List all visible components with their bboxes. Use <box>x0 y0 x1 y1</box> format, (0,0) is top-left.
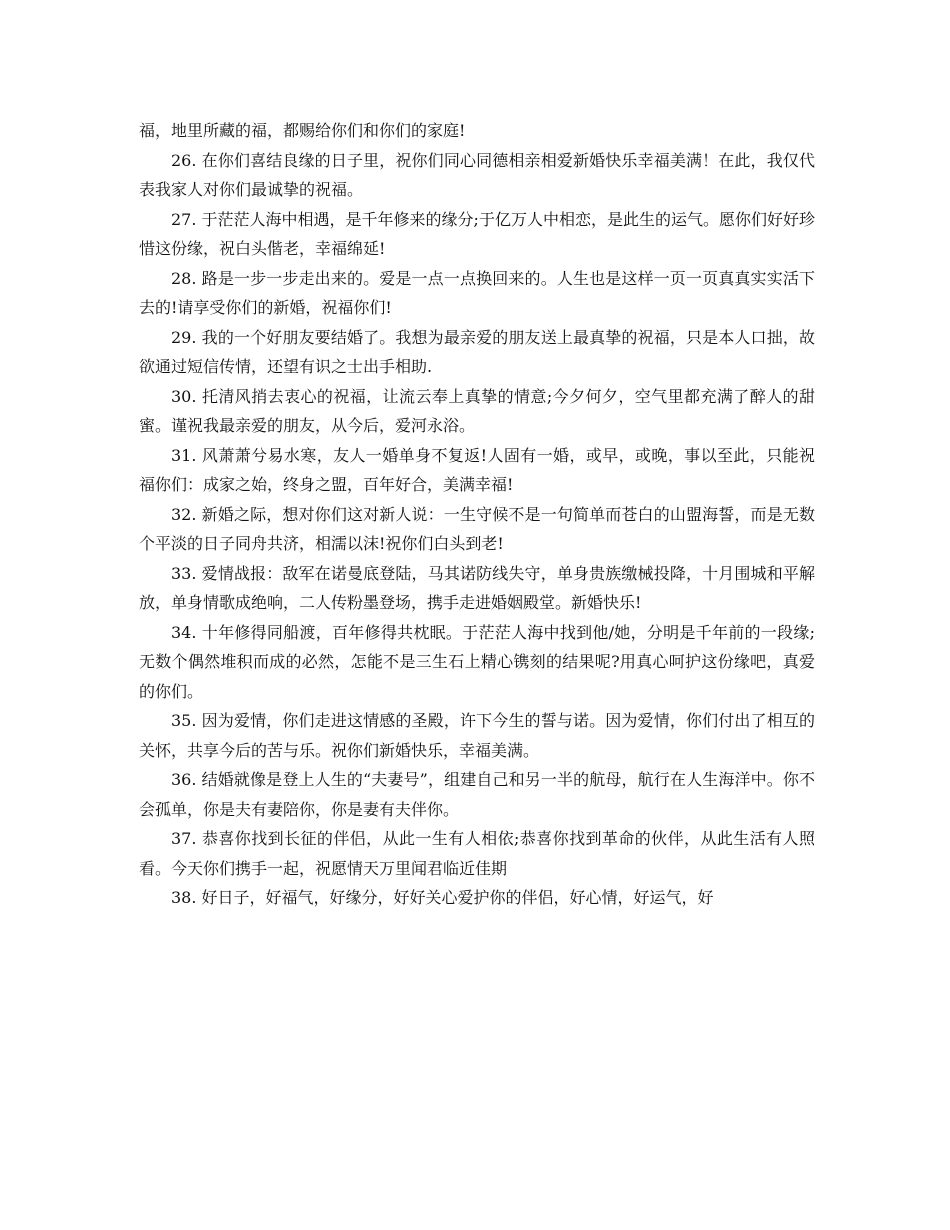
paragraph-36: 36. 结婚就像是登上人生的“夫妻号”，组建自己和另一半的航母，航行在人生海洋中。你不会孤单，你是夫有妻陪你，你是妻有夫伴你。 <box>139 770 815 819</box>
paragraph-35: 35. 因为爱情，你们走进这情感的圣殿，许下今生的誓与诺。因为爱情，你们付出了相互的关怀，共享今后的苦与乐。祝你们新婚快乐，幸福美满。 <box>139 711 815 760</box>
paragraph-28: 28. 路是一步一步走出来的。爱是一点一点换回来的。人生也是这样一页一页真真实实活下去的!请享受你们的新婚，祝福你们! <box>139 268 815 317</box>
paragraph-32: 32. 新婚之际，想对你们这对新人说：一生守候不是一句简单而苍白的山盟海誓，而是无数个平淡的日子同舟共济，相濡以沫!祝你们白头到老! <box>139 504 815 553</box>
paragraph-continuation: 福，地里所藏的福，都赐给你们和你们的家庭! <box>139 121 466 140</box>
paragraph-31: 31. 风萧萧兮易水寒，友人一婚单身不复返!人固有一婚，或早，或晚，事以至此，只能祝福你们：成家之始，终身之盟，百年好合，美满幸福! <box>139 445 815 494</box>
paragraph-38: 38. 好日子，好福气，好缘分，好好关心爱护你的伴侣，好心情，好运气，好 <box>171 888 714 907</box>
paragraph-26: 26. 在你们喜结良缘的日子里，祝你们同心同德相亲相爱新婚快乐幸福美满！在此，我仅代表我家人对你们最诚挚的祝福。 <box>139 150 815 199</box>
paragraph-37: 37. 恭喜你找到长征的伴侣，从此一生有人相依;恭喜你找到革命的伙伴，从此生活有人照看。今天你们携手一起，祝愿情天万里闻君临近佳期 <box>139 829 815 878</box>
paragraph-33: 33. 爱情战报：敌军在诺曼底登陆，马其诺防线失守，单身贵族缴械投降，十月围城和平解放，单身情歌成绝响，二人传粉墨登场，携手走进婚姻殿堂。新婚快乐! <box>139 563 815 612</box>
paragraph-30: 30. 托清风捎去衷心的祝福，让流云奉上真挚的情意;今夕何夕，空气里都充满了醉人的甜蜜。谨祝我最亲爱的朋友，从今后，爱河永浴。 <box>139 386 815 435</box>
paragraph-29: 29. 我的一个好朋友要结婚了。我想为最亲爱的朋友送上最真挚的祝福，只是本人口拙，故欲通过短信传情，还望有识之士出手相助. <box>139 327 815 376</box>
paragraph-34: 34. 十年修得同船渡，百年修得共枕眠。于茫茫人海中找到他/她，分明是千年前的一段缘;无数个偶然堆积而成的必然，怎能不是三生石上精心镌刻的结果呢?用真心呵护这份缘吧，真爱的你们。 <box>139 622 815 701</box>
document-body <box>139 116 815 913</box>
paragraph-27: 27. 于茫茫人海中相遇，是千年修来的缘分;于亿万人中相恋，是此生的运气。愿你们好好珍惜这份缘，祝白头偕老，幸福绵延! <box>139 209 815 258</box>
